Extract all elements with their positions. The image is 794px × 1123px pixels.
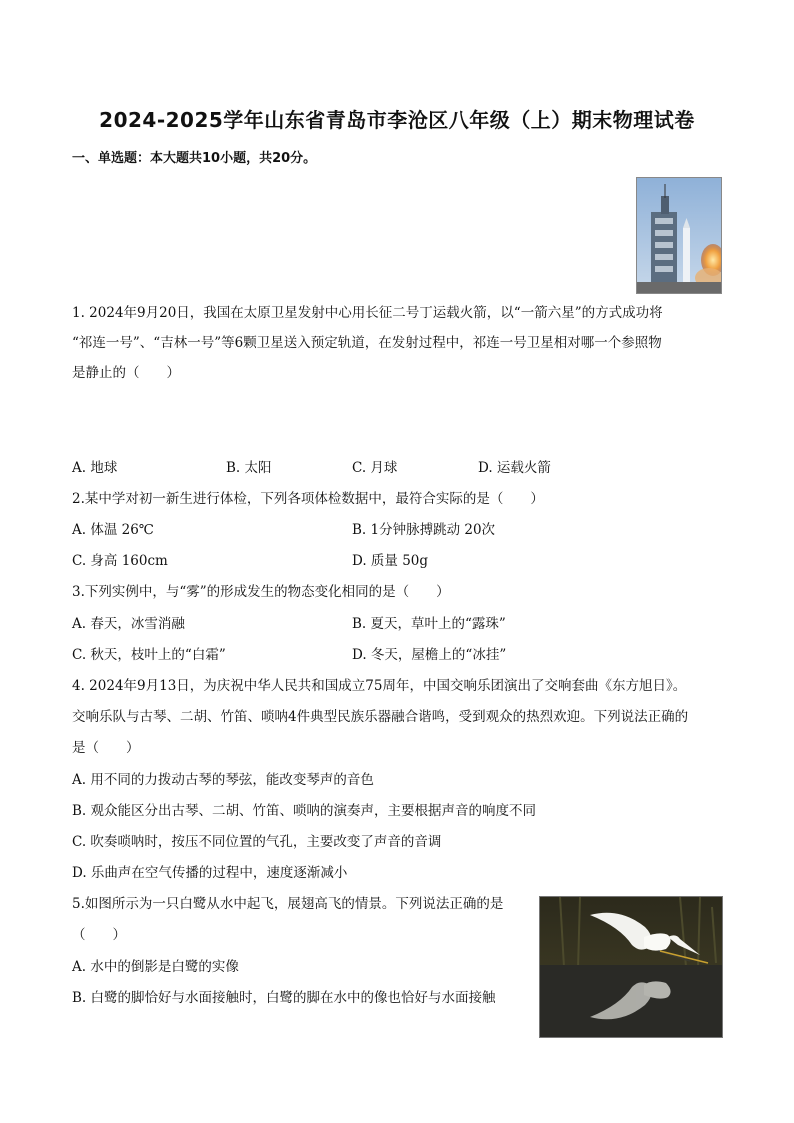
q1-option-c[interactable]: C. 月球 [352, 460, 398, 476]
q2-option-c[interactable]: C. 身高 160cm [72, 553, 168, 569]
q5-stem-line2: （ ） [72, 927, 126, 943]
q1-option-d[interactable]: D. 运载火箭 [478, 460, 551, 476]
egret-photo [539, 896, 723, 1038]
q3-option-a[interactable]: A. 春天，冰雪消融 [72, 616, 185, 632]
q5-option-a[interactable]: A. 水中的倒影是白鹭的实像 [72, 959, 239, 975]
q1-option-a[interactable]: A. 地球 [72, 460, 118, 476]
q1-option-b[interactable]: B. 太阳 [226, 460, 272, 476]
q4-option-a[interactable]: A. 用不同的力拨动古琴的琴弦，能改变琴声的音色 [72, 772, 374, 788]
q1-stem-line3: 是静止的（ ） [72, 365, 180, 381]
q4-stem-line3: 是（ ） [72, 740, 140, 756]
q4-stem-line1: 4. 2024年9月13日，为庆祝中华人民共和国成立75周年，中国交响乐团演出了交响套曲《东方旭日》。 [72, 678, 687, 694]
section-heading: 一、单选题：本大题共10小题，共20分。 [72, 151, 317, 166]
q3-option-d[interactable]: D. 冬天，屋檐上的“冰挂” [352, 647, 507, 663]
q4-option-d[interactable]: D. 乐曲声在空气传播的过程中，速度逐渐减小 [72, 865, 348, 881]
q3-option-c[interactable]: C. 秋天，枝叶上的“白霜” [72, 647, 226, 663]
q2-stem-line1: 2.某中学对初一新生进行体检，下列各项体检数据中，最符合实际的是（ ） [72, 491, 544, 507]
q1-stem-line2: “祁连一号”、“吉林一号”等6颗卫星送入预定轨道，在发射过程中，祁连一号卫星相对哪一个参照物 [72, 335, 662, 351]
rocket-launch-photo [636, 177, 722, 294]
page-title: 2024-2025学年山东省青岛市李沧区八年级（上）期末物理试卷 [99, 108, 695, 132]
q4-stem-line2: 交响乐队与古琴、二胡、竹笛、唢呐4件典型民族乐器融合谐鸣，受到观众的热烈欢迎。下列说法正确的 [72, 709, 689, 725]
q4-option-b[interactable]: B. 观众能区分出古琴、二胡、竹笛、唢呐的演奏声，主要根据声音的响度不同 [72, 803, 537, 819]
q5-stem-line1: 5.如图所示为一只白鹭从水中起飞，展翅高飞的情景。下列说法正确的是 [72, 896, 504, 912]
q4-option-c[interactable]: C. 吹奏唢呐时，按压不同位置的气孔，主要改变了声音的音调 [72, 834, 442, 850]
q3-option-b[interactable]: B. 夏天，草叶上的“露珠” [352, 616, 506, 632]
q5-option-b[interactable]: B. 白鹭的脚恰好与水面接触时，白鹭的脚在水中的像也恰好与水面接触 [72, 990, 496, 1006]
q2-option-d[interactable]: D. 质量 50g [352, 553, 429, 569]
q2-option-b[interactable]: B. 1分钟脉搏跳动 20次 [352, 522, 496, 538]
q1-stem-line1: 1. 2024年9月20日，我国在太原卫星发射中心用长征二号丁运载火箭，以“一箭六星”的方式成功将 [72, 305, 663, 321]
q2-option-a[interactable]: A. 体温 26℃ [72, 522, 154, 538]
q3-stem-line1: 3.下列实例中，与“雾”的形成发生的物态变化相同的是（ ） [72, 584, 450, 600]
